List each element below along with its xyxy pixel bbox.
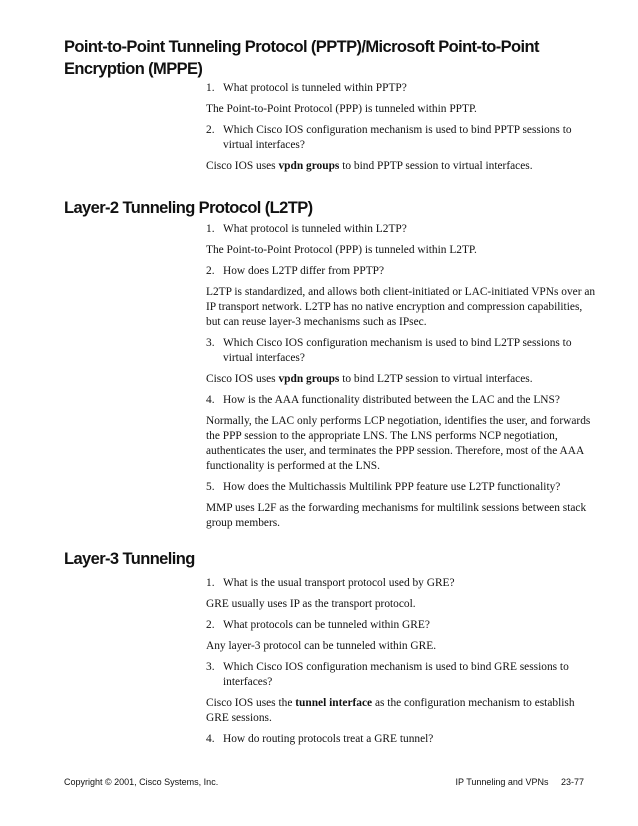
l3-question-2 (206, 618, 596, 633)
footer-copyright: Copyright © 2001, Cisco Systems, Inc. (64, 777, 219, 787)
l3-question-1 (206, 576, 596, 591)
question-number: 4. (206, 394, 215, 406)
question-text: Which Cisco IOS configuration mechanism is used to bind PPTP sessions to virtual interfaces? (223, 124, 572, 151)
question-text: Which Cisco IOS configuration mechanism is used to bind L2TP sessions to virtual interfaces? (223, 337, 572, 364)
answer-text: to bind PPTP session to virtual interfaces. (339, 160, 533, 172)
answer-text: to bind L2TP session to virtual interfaces. (339, 373, 533, 385)
answer-keyword: vpdn groups (278, 160, 340, 172)
l2tp-answer-2: L2TP is standardized, and allows both client-initiated or LAC-initiated VPNs over an IP transport network. L2TP has no native encryption and compression capabilities, but can reuse layer-3 mechanisms such as IPsec. (206, 286, 596, 328)
l2tp-question-4 (206, 393, 596, 408)
l2tp-answer-3 (206, 372, 596, 387)
footer-page-number: 23-77 (560, 777, 584, 787)
question-number: 1. (206, 82, 215, 94)
question-text: What protocol is tunneled within L2TP? (223, 223, 407, 235)
question-text: Which Cisco IOS configuration mechanism is used to bind GRE sessions to interfaces? (223, 661, 569, 688)
question-text: How do routing protocols treat a GRE tunnel? (223, 733, 434, 745)
pptp-answer-2 (206, 159, 596, 174)
l3-question-3 (206, 660, 596, 690)
l2tp-answer-1: The Point-to-Point Protocol (PPP) is tunneled within L2TP. (206, 244, 477, 256)
section-title-l2tp: Layer-2 Tunneling Protocol (L2TP) (64, 199, 313, 217)
answer-text: Cisco IOS uses (206, 373, 279, 385)
l2tp-question-1 (206, 222, 596, 237)
pptp-body (206, 81, 596, 174)
question-number: 3. (206, 661, 215, 673)
section-title-layer3: Layer-3 Tunneling (64, 550, 195, 568)
pptp-question-1 (206, 81, 596, 96)
answer-text: Cisco IOS uses (206, 160, 279, 172)
question-number: 2. (206, 619, 215, 631)
question-number: 1. (206, 223, 215, 235)
l3-answer-2: Any layer-3 protocol can be tunneled within GRE. (206, 640, 437, 652)
answer-keyword: tunnel interface (295, 697, 373, 709)
l2tp-question-2 (206, 264, 596, 279)
question-text: How is the AAA functionality distributed between the LAC and the LNS? (223, 394, 560, 406)
question-text: What is the usual transport protocol used by GRE? (223, 577, 455, 589)
question-text: What protocols can be tunneled within GRE? (223, 619, 430, 631)
footer-chapter: IP Tunneling and VPNs (455, 777, 549, 787)
answer-text: as the configuration mechanism to establish GRE sessions. (206, 697, 575, 724)
section-title-pptp (64, 36, 539, 80)
l2tp-body (206, 222, 596, 531)
question-number: 2. (206, 265, 215, 277)
l2tp-question-3 (206, 336, 596, 366)
section-title-pptp-line1: Point-to-Point Tunneling Protocol (PPTP)/Microsoft Point-to-Point (64, 38, 539, 56)
l2tp-answer-5: MMP uses L2F as the forwarding mechanisms for multilink sessions between stack group members. (206, 502, 587, 529)
question-number: 5. (206, 481, 215, 493)
answer-keyword: vpdn groups (278, 373, 340, 385)
layer3-body (206, 576, 596, 747)
question-text: What protocol is tunneled within PPTP? (223, 82, 407, 94)
l3-question-4 (206, 732, 596, 747)
question-text: How does L2TP differ from PPTP? (223, 265, 385, 277)
section-title-pptp-line2: Encryption (MPPE) (64, 60, 203, 78)
pptp-question-2 (206, 123, 596, 153)
question-text: How does the Multichassis Multilink PPP feature use L2TP functionality? (223, 481, 561, 493)
pptp-answer-1: The Point-to-Point Protocol (PPP) is tunneled within PPTP. (206, 103, 477, 115)
l2tp-answer-4: Normally, the LAC only performs LCP negotiation, identifies the user, and forwards the PPP session to the appropriate LNS. The LNS performs NCP negotiation, authenticates the user, and terminates the PPP session. Therefore, most of the AAA functionality is performed at the LNS. (206, 415, 591, 472)
answer-text: Cisco IOS uses the (206, 697, 296, 709)
l2tp-question-5 (206, 480, 596, 495)
question-number: 1. (206, 577, 215, 589)
question-number: 2. (206, 124, 215, 136)
question-number: 3. (206, 337, 215, 349)
question-number: 4. (206, 733, 215, 745)
footer-right (446, 777, 584, 787)
l3-answer-3 (206, 696, 596, 726)
l3-answer-1: GRE usually uses IP as the transport protocol. (206, 598, 416, 610)
